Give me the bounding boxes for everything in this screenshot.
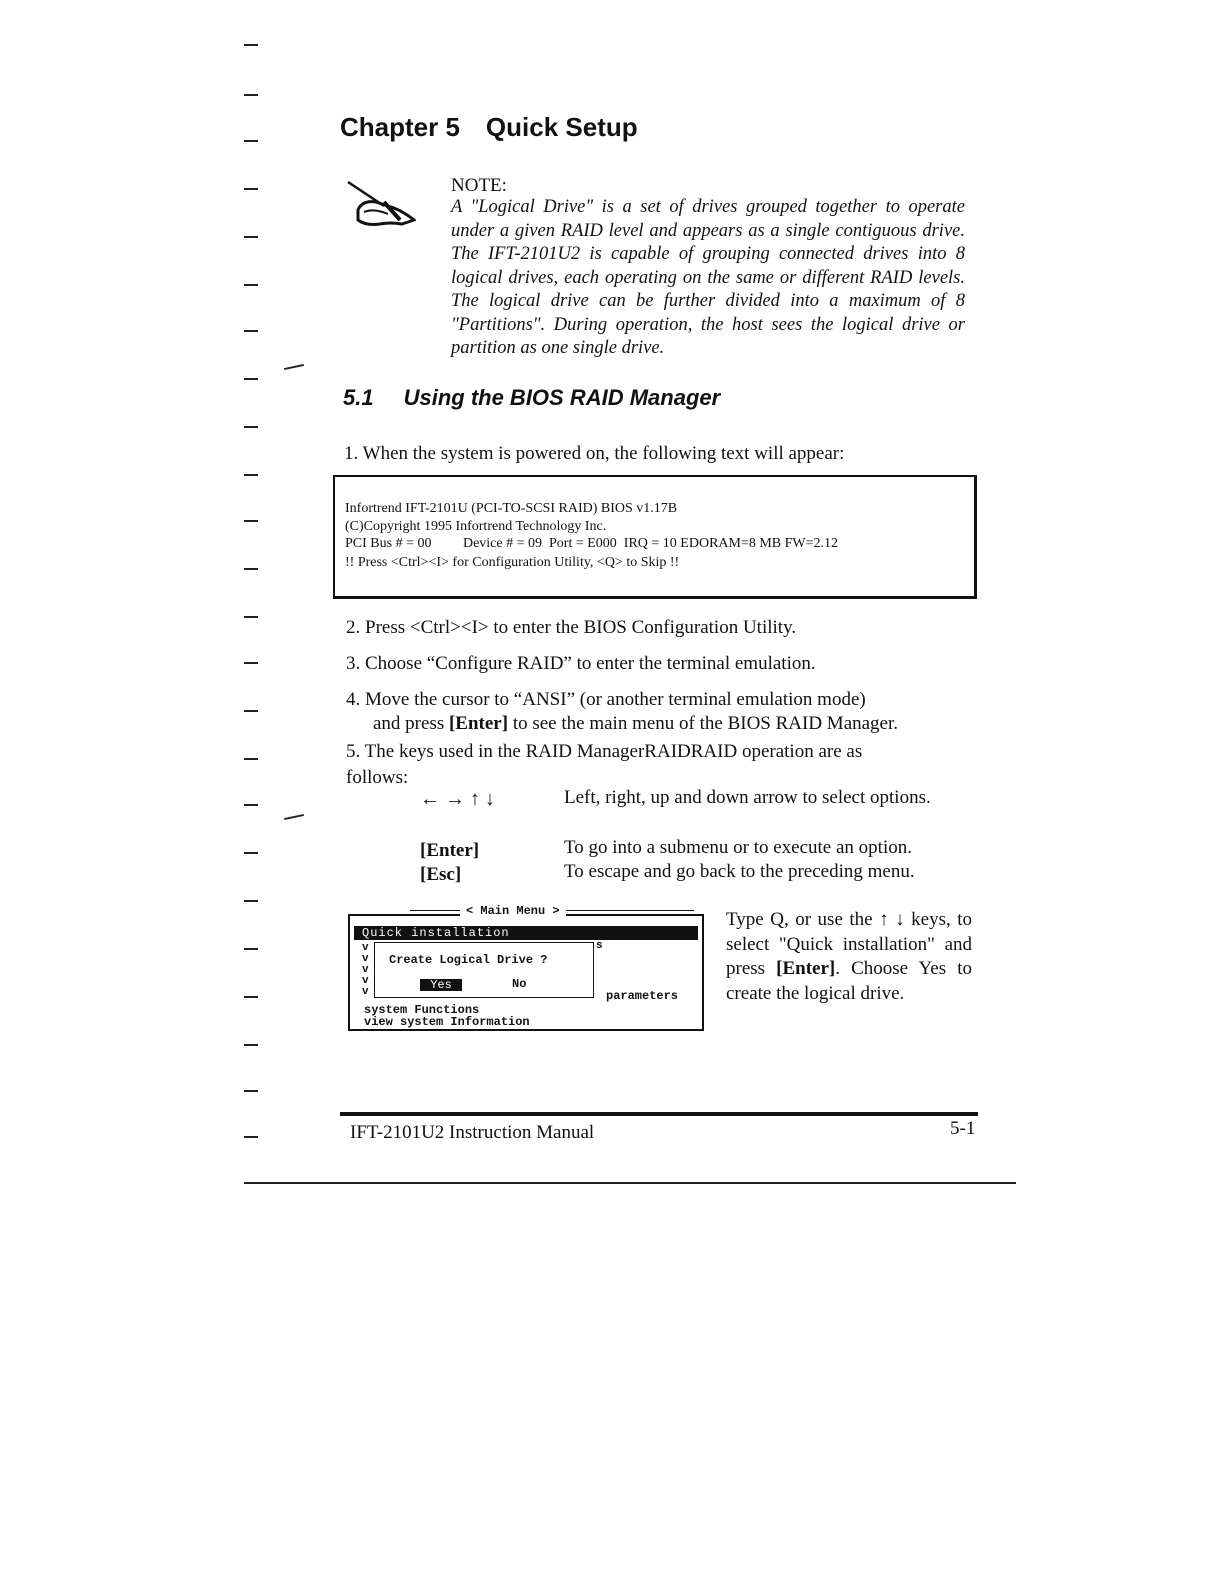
margin-mark bbox=[244, 662, 258, 664]
key-description: To escape and go back to the preceding menu. bbox=[564, 861, 915, 882]
margin-mark bbox=[244, 426, 258, 428]
enter-key: [Enter] bbox=[420, 840, 480, 861]
menu-items-bottom bbox=[364, 1004, 530, 1028]
no-button[interactable]: No bbox=[512, 977, 527, 991]
margin-mark bbox=[244, 140, 258, 142]
margin-mark bbox=[244, 996, 258, 998]
margin-mark bbox=[244, 236, 258, 238]
menu-item-quick-installation[interactable]: Quick installation bbox=[354, 926, 698, 940]
step-4-line-2 bbox=[373, 712, 898, 736]
footer-rule bbox=[340, 1112, 978, 1116]
dialog-title: Create Logical Drive ? bbox=[389, 953, 548, 967]
margin-mark bbox=[244, 948, 258, 950]
key-description: To go into a submenu or to execute an option. bbox=[564, 837, 912, 858]
margin-mark bbox=[244, 568, 258, 570]
menu-item-view-system-information[interactable]: view system Information bbox=[364, 1015, 530, 1029]
chapter-heading bbox=[340, 112, 638, 143]
margin-mark bbox=[284, 814, 304, 820]
note-body: A "Logical Drive" is a set of drives grouped together to operate under a given RAID level and appears as a single contiguous drive. The IFT-2101U2 is capable of grouping connected drives into 8 logical drives, each operating on the same or different RAID levels. The logical drive can be further divided into a maximum of 8 "Partitions". During operation, the host sees the logical drive or partition as one single drive. bbox=[451, 197, 965, 358]
pencil-hand-icon bbox=[344, 180, 416, 232]
margin-mark bbox=[284, 364, 304, 370]
arrow-keys: ← → ↑ ↓ bbox=[420, 788, 495, 810]
margin-mark bbox=[244, 852, 258, 854]
margin-mark bbox=[244, 474, 258, 476]
margin-mark bbox=[244, 520, 258, 522]
quick-install-instructions bbox=[726, 908, 972, 1006]
bios-line: (C)Copyright 1995 Infortrend Technology Inc. bbox=[345, 519, 607, 534]
step-4-text: to see the main menu of the BIOS RAID Manager. bbox=[508, 713, 899, 734]
menu-marker: s bbox=[596, 940, 603, 952]
section-title: Using the BIOS RAID Manager bbox=[403, 385, 721, 410]
key-description: Left, right, up and down arrow to select options. bbox=[564, 787, 931, 808]
note-label: NOTE: bbox=[451, 175, 507, 196]
yes-button[interactable]: Yes bbox=[420, 979, 462, 991]
bios-line: PCI Bus # = 00 Device # = 09 Port = E000 IRQ = 10 EDORAM=8 MB FW=2.12 bbox=[345, 536, 839, 551]
create-logical-drive-dialog bbox=[374, 942, 594, 998]
instructions-text: . Choose Yes to create the logical drive. bbox=[726, 958, 972, 1004]
margin-mark bbox=[244, 710, 258, 712]
section-number: 5.1 bbox=[343, 385, 374, 410]
step-2: 2. Press <Ctrl><I> to enter the BIOS Configuration Utility. bbox=[346, 617, 797, 638]
esc-key: [Esc] bbox=[420, 864, 462, 885]
step-4-line-1: 4. Move the cursor to “ANSI” (or another terminal emulation mode) bbox=[346, 689, 866, 710]
margin-mark bbox=[244, 616, 258, 618]
step-5-line-2: follows: bbox=[346, 767, 409, 788]
margin-mark bbox=[244, 94, 258, 96]
margin-mark bbox=[244, 378, 258, 380]
margin-mark bbox=[244, 188, 258, 190]
page-number: 5-1 bbox=[950, 1118, 976, 1139]
menu-item-parameters[interactable]: parameters bbox=[606, 989, 679, 1003]
step-4-text: and press bbox=[373, 713, 449, 734]
margin-mark bbox=[244, 284, 258, 286]
section-heading bbox=[343, 385, 720, 411]
bottom-rule bbox=[244, 1182, 1016, 1184]
enter-key-label: [Enter] bbox=[776, 958, 836, 979]
main-menu-terminal bbox=[348, 904, 704, 1031]
instructions-text: Type Q, or use the ↑ ↓ keys, to select "Quick installation" and press bbox=[726, 909, 972, 979]
margin-mark bbox=[244, 900, 258, 902]
enter-key-label: [Enter] bbox=[448, 713, 509, 734]
chapter-title: Quick Setup bbox=[485, 112, 638, 142]
margin-mark bbox=[244, 804, 258, 806]
step-3: 3. Choose “Configure RAID” to enter the terminal emulation. bbox=[346, 653, 816, 674]
margin-mark bbox=[244, 330, 258, 332]
main-menu-title: < Main Menu > bbox=[460, 904, 566, 918]
bios-boot-screen bbox=[333, 475, 977, 599]
margin-mark bbox=[244, 1044, 258, 1046]
menu-markers: v v v v v bbox=[362, 942, 369, 998]
margin-mark bbox=[244, 1090, 258, 1092]
bios-line: Infortrend IFT-2101U (PCI-TO-SCSI RAID) BIOS v1.17B bbox=[345, 501, 678, 516]
bios-line: !! Press <Ctrl><I> for Configuration Utility, <Q> to Skip !! bbox=[345, 555, 680, 570]
margin-mark bbox=[244, 44, 258, 46]
manual-title: IFT-2101U2 Instruction Manual bbox=[350, 1122, 595, 1143]
step-1: 1. When the system is powered on, the following text will appear: bbox=[344, 443, 845, 464]
margin-mark bbox=[244, 758, 258, 760]
chapter-number: Chapter 5 bbox=[340, 112, 460, 142]
margin-mark bbox=[244, 1136, 258, 1138]
menu-item-system-functions[interactable]: system Functions bbox=[364, 1003, 480, 1017]
step-5-line-1: 5. The keys used in the RAID ManagerRAIDRAID operation are as bbox=[346, 741, 863, 762]
